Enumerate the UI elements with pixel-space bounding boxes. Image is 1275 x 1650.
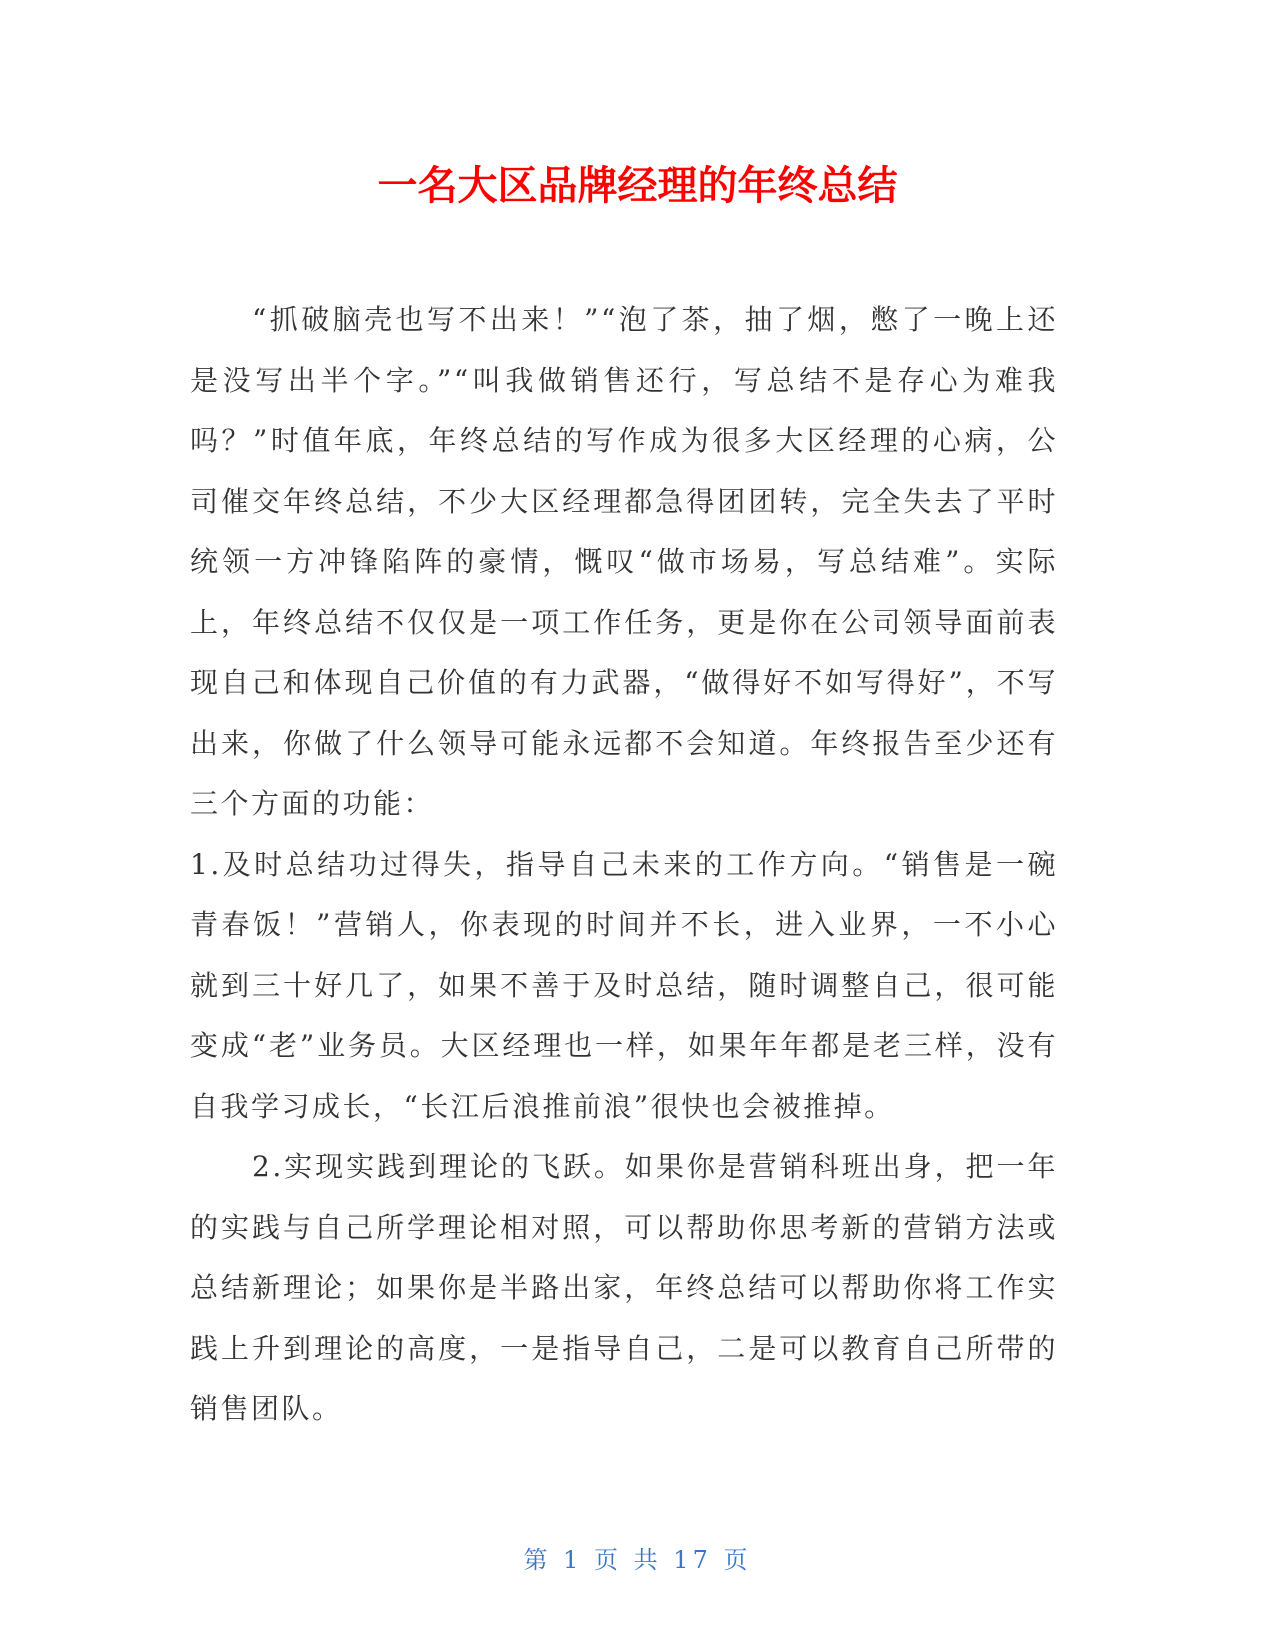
paragraph-intro: “抓破脑壳也写不出来！”“泡了茶，抽了烟，憋了一晚上还是没写出半个字。”“叫我做销售还行，写总结不是存心为难我吗？”时值年底，年终总结的写作成为很多大区经理的心病，公司催交年终总结，不少大区经理都急得团团转，完全失去了平时统领一方冲锋陷阵的豪情，慨叹“做市场易，写总结难”。实际上，年终总结不仅仅是一项工作任务，更是你在公司领导面前表现自己和体现自己价值的有力武器，“做得好不如写得好”，不写出来，你做了什么领导可能永远都不会知道。年终报告至少还有三个方面的功能： (190, 303, 1058, 820)
document-title: 一名大区品牌经理的年终总结 (377, 163, 898, 209)
document-body (190, 290, 1058, 1440)
page-number-footer: 第 1 页 共 17 页 (523, 1546, 752, 1574)
paragraph-point-2: 2.实现实践到理论的飞跃。如果你是营销科班出身，把一年的实践与自己所学理论相对照，可以帮助你思考新的营销方法或总结新理论；如果你是半路出家，年终总结可以帮助你将工作实践上升到理论的高度，一是指导自己，二是可以教育自己所带的销售团队。 (190, 1150, 1058, 1425)
paragraph-point-1: 1.及时总结功过得失，指导自己未来的工作方向。“销售是一碗青春饭！”营销人，你表现的时间并不长，进入业界，一不小心就到三十好几了，如果不善于及时总结，随时调整自己，很可能变成“老”业务员。大区经理也一样，如果年年都是老三样，没有自我学习成长，“长江后浪推前浪”很快也会被推掉。 (190, 847, 1058, 1123)
